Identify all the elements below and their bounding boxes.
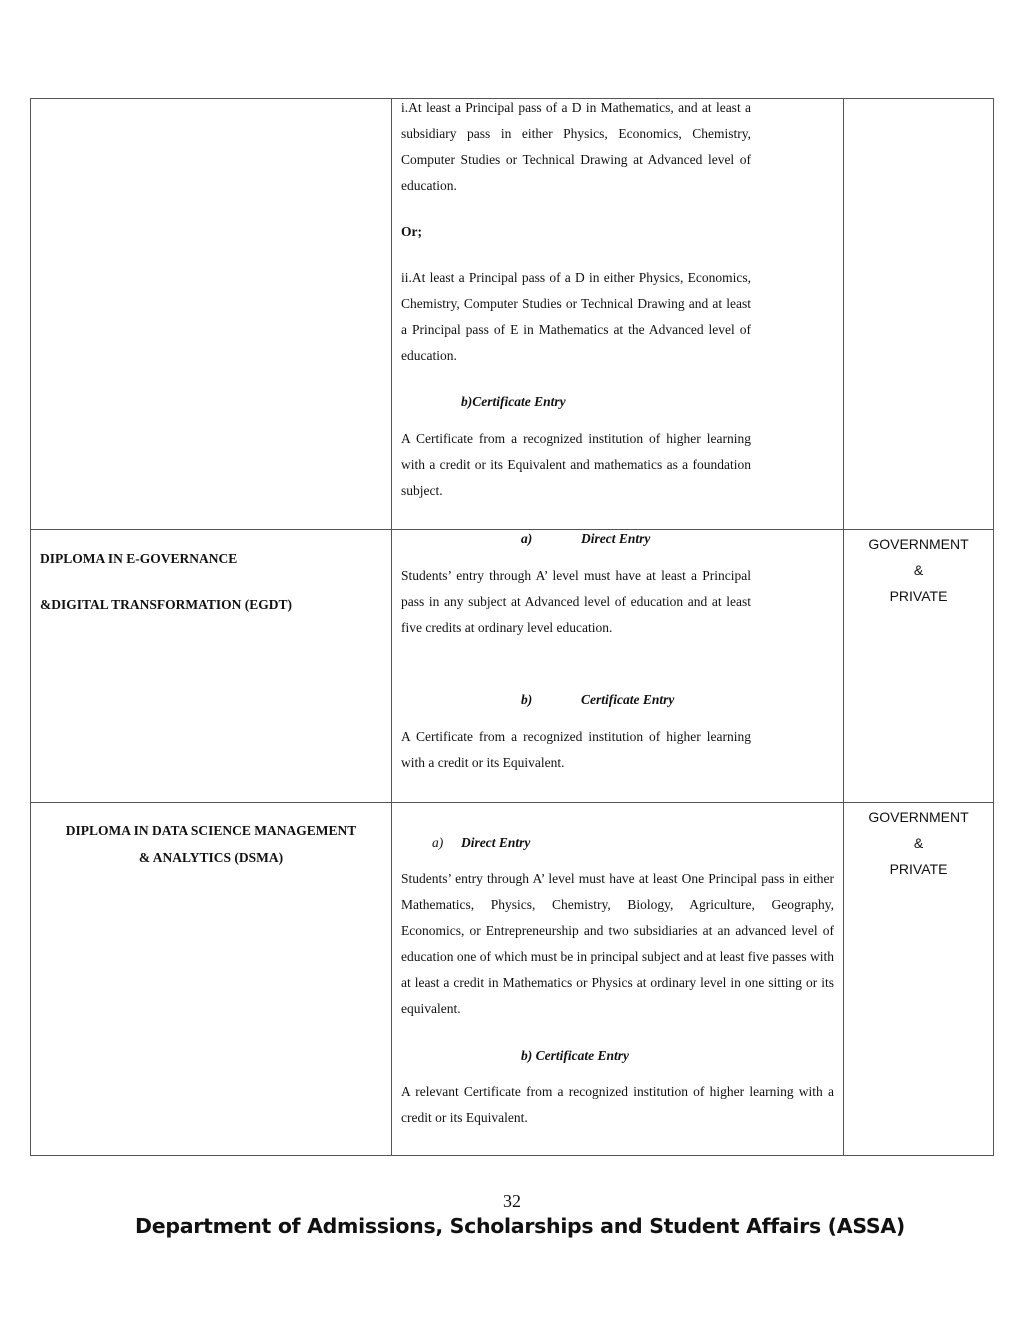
option-i-text: i.At least a Principal pass of a D in Mathematics, and at least a subsidiary pass in either Physics, Economics, Chemistry, Computer Studies or Technical Drawing at Advanced level of education. <box>401 100 751 193</box>
sponsor-private: PRIVATE <box>889 861 948 877</box>
certificate-entry-text: A Certificate from a recognized institution of higher learning with a credit or its Equivalent and mathematics as a foundation subject. <box>401 431 751 498</box>
option-ii-text: ii.At least a Principal pass of a D in either Physics, Economics, Chemistry, Computer Studies or Technical Drawing and at least a Principal pass of E in Mathematics at the Advanced level of education. <box>401 270 751 363</box>
certificate-entry-heading: Certificate Entry <box>581 692 675 707</box>
requirements-cell <box>392 99 844 529</box>
certificate-entry-text: A Certificate from a recognized institution of higher learning with a credit or its Equivalent. <box>401 729 751 770</box>
sponsor-cell <box>844 530 993 802</box>
table-row <box>31 802 993 1155</box>
sponsor-ampersand: & <box>913 562 924 578</box>
direct-entry-text: Students’ entry through A’ level must have at least a Principal pass in any subject at Advanced level of education and at least five credits at ordinary level education. <box>401 568 751 635</box>
page-number: 32 <box>503 1191 521 1211</box>
table-row <box>31 529 993 802</box>
direct-entry-heading: Direct Entry <box>461 835 531 850</box>
direct-entry-marker: a) <box>432 835 444 850</box>
direct-entry-heading: Direct Entry <box>581 531 651 546</box>
requirements-cell <box>392 530 844 802</box>
admissions-table <box>30 98 994 1156</box>
sponsor-government: GOVERNMENT <box>868 536 969 552</box>
certificate-entry-heading: b) Certificate Entry <box>521 1048 629 1063</box>
sponsor-ampersand: & <box>913 835 924 851</box>
course-cell <box>31 803 392 1155</box>
certificate-entry-heading: b)Certificate Entry <box>461 394 566 409</box>
course-name-line-2: &DIGITAL TRANSFORMATION (EGDT) <box>40 597 293 612</box>
department-footer-title: Department of Admissions, Scholarships and Student Affairs (ASSA) <box>135 1214 905 1238</box>
sponsor-cell <box>844 803 993 1155</box>
certificate-entry-text: A relevant Certificate from a recognized institution of higher learning with a credit or its Equivalent. <box>401 1084 834 1125</box>
course-cell <box>31 99 392 529</box>
course-name-line-2: & ANALYTICS (DSMA) <box>138 850 284 865</box>
direct-entry-text: Students’ entry through A’ level must have at least One Principal pass in either Mathematics, Physics, Chemistry, Biology, Agriculture, Geography, Economics, or Entrepreneurship and two subsidiaries at an advanced level of education one of which must be in principal subject and at least five passes with at least a credit in Mathematics or Physics at ordinary level in one sitting or its equivalent. <box>401 871 834 1016</box>
requirements-cell <box>392 803 844 1155</box>
or-label: Or; <box>401 224 422 239</box>
course-name-line-1: DIPLOMA IN E-GOVERNANCE <box>40 551 238 566</box>
sponsor-cell <box>844 99 993 529</box>
course-cell <box>31 530 392 802</box>
course-name-line-1: DIPLOMA IN DATA SCIENCE MANAGEMENT <box>65 823 357 838</box>
sponsor-government: GOVERNMENT <box>868 809 969 825</box>
direct-entry-marker: a) <box>521 531 533 546</box>
certificate-entry-marker: b) <box>521 692 533 707</box>
sponsor-private: PRIVATE <box>889 588 948 604</box>
table-row <box>31 99 993 529</box>
